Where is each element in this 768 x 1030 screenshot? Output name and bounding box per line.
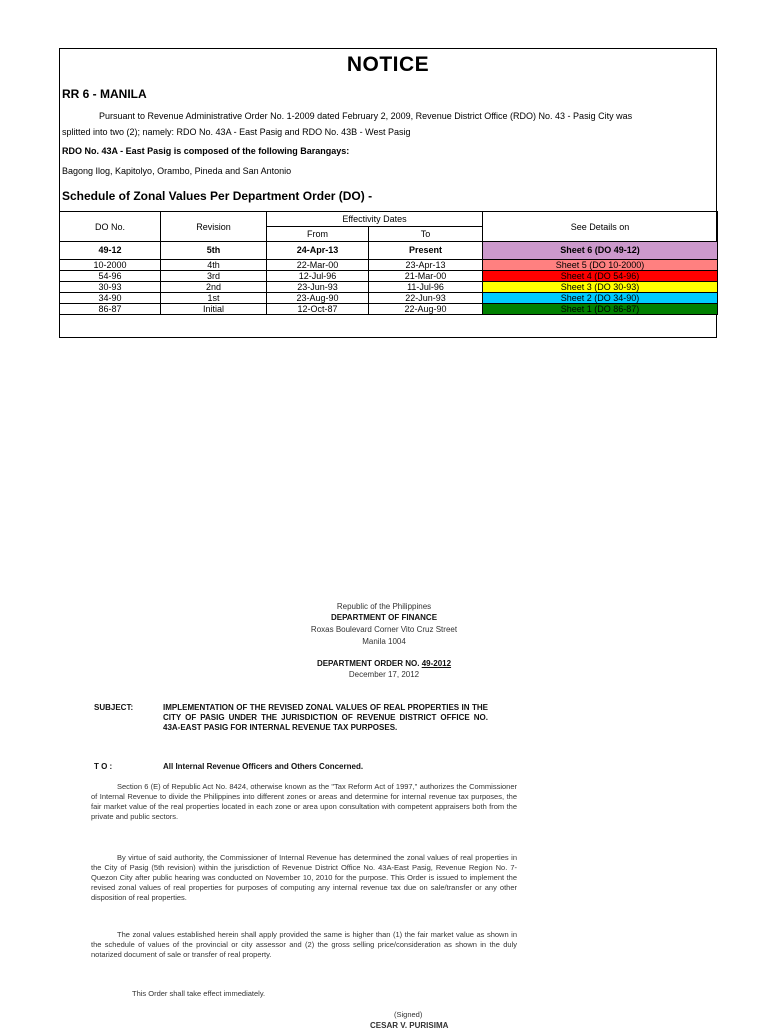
cell-revision: 1st [161,293,267,304]
cell-to: Present [369,242,483,260]
cell-from: 12-Jul-96 [267,271,369,282]
order-number: 49-2012 [421,659,452,668]
order-paragraph-1: Section 6 (E) of Republic Act No. 8424, otherwise known as the "Tax Reform Act of 1997," authorizes the Commissioner of Internal Revenue to divide the Philippines into different zones or areas and determine for internal revenue tax purposes, the fair market value of the real properties located in each zone or area upon consultation with competent appraisers both from the private and public sectors. [91,782,517,821]
header-to: To [369,227,483,242]
header-from: From [267,227,369,242]
cell-do: 10-2000 [60,260,161,271]
subject-label: SUBJECT: [94,703,134,712]
cell-from: 12-Oct-87 [267,304,369,315]
department-name: DEPARTMENT OF FINANCE [330,613,438,622]
department-address: Roxas Boulevard Corner Vito Cruz Street [310,625,458,634]
header-do-no: DO No. [60,212,161,242]
header-details: See Details on [483,212,718,242]
cell-revision: 4th [161,260,267,271]
cell-revision: 5th [161,242,267,260]
sheet-link-1[interactable]: Sheet 1 (DO 86-87) [483,304,718,315]
effectivity-statement: This Order shall take effect immediately. [132,989,266,998]
cell-from: 22-Mar-00 [267,260,369,271]
cell-to: 23-Apr-13 [369,260,483,271]
cell-from: 23-Jun-93 [267,282,369,293]
to-label: T O : [94,762,113,771]
cell-do: 54-96 [60,271,161,282]
revenue-region-label: RR 6 - MANILA [62,87,147,101]
sheet-link-3[interactable]: Sheet 3 (DO 30-93) [483,282,718,293]
cell-to: 21-Mar-00 [369,271,483,282]
cell-to: 22-Aug-90 [369,304,483,315]
sheet-link-4[interactable]: Sheet 4 (DO 54-96) [483,271,718,282]
cell-do: 49-12 [60,242,161,260]
sheet-link-6[interactable]: Sheet 6 (DO 49-12) [483,242,718,260]
order-prefix: DEPARTMENT ORDER NO. [316,659,420,668]
order-paragraph-3: The zonal values established herein shall apply provided the same is higher than (1) the fair market value as shown in the schedule of values of the provincial or city assessor and (2) the gross selling price/consideration as shown in the duly notarized document of sale or transfer of real property. [91,930,517,959]
schedule-heading: Schedule of Zonal Values Per Department Order (DO) - [62,189,373,203]
republic-line: Republic of the Philippines [336,602,432,611]
header-revision: Revision [161,212,267,242]
barangay-heading: RDO No. 43A - East Pasig is composed of the following Barangays: [62,146,350,156]
signed-mark: (Signed) [394,1010,423,1019]
cell-revision: 3rd [161,271,267,282]
cell-do: 86-87 [60,304,161,315]
notice-paragraph-line-1: Pursuant to Revenue Administrative Order No. 1-2009 dated February 2, 2009, Revenue District Office (RDO) No. 43 - Pasig City was [99,111,633,121]
barangay-list: Bagong Ilog, Kapitolyo, Orambo, Pineda and San Antonio [62,166,292,176]
cell-from: 23-Aug-90 [267,293,369,304]
cell-to: 11-Jul-96 [369,282,483,293]
signer-name: CESAR V. PURISIMA [370,1021,449,1030]
to-text: All Internal Revenue Officers and Others Concerned. [163,762,364,771]
notice-title: NOTICE [346,53,430,76]
cell-from: 24-Apr-13 [267,242,369,260]
cell-do: 30-93 [60,282,161,293]
cell-do: 34-90 [60,293,161,304]
order-paragraph-2: By virtue of said authority, the Commissioner of Internal Revenue has determined the zonal values of real properties in the City of Pasig (5th revision) within the jurisdiction of Revenue District Office No. 43A-East Pasig, Revenue Region No. 7-Quezon City after public hearing was conducted on November 10, 2010 for the purpose. This Order is issued to implement the revised zonal values of real properties for purposes of computing any internal revenue tax due on sale/transfer or any other disposition of real properties. [91,853,517,902]
order-date: December 17, 2012 [348,670,420,679]
subject-text: IMPLEMENTATION OF THE REVISED ZONAL VALUES OF REAL PROPERTIES IN THE CITY OF PASIG UNDER THE JURISDICTION OF REVENUE DISTRICT OFFICE NO. 43A-EAST PASIG FOR INTERNAL REVENUE TAX PURPOSES. [163,703,488,732]
sheet-link-2[interactable]: Sheet 2 (DO 34-90) [483,293,718,304]
sheet-link-5[interactable]: Sheet 5 (DO 10-2000) [483,260,718,271]
order-number-line [0,659,768,669]
header-effectivity: Effectivity Dates [267,212,483,227]
cell-to: 22-Jun-93 [369,293,483,304]
cell-revision: 2nd [161,282,267,293]
cell-revision: Initial [161,304,267,315]
department-city: Manila 1004 [362,637,406,646]
notice-paragraph-line-2: splitted into two (2); namely: RDO No. 43A - East Pasig and RDO No. 43B - West Pasig [62,127,411,137]
